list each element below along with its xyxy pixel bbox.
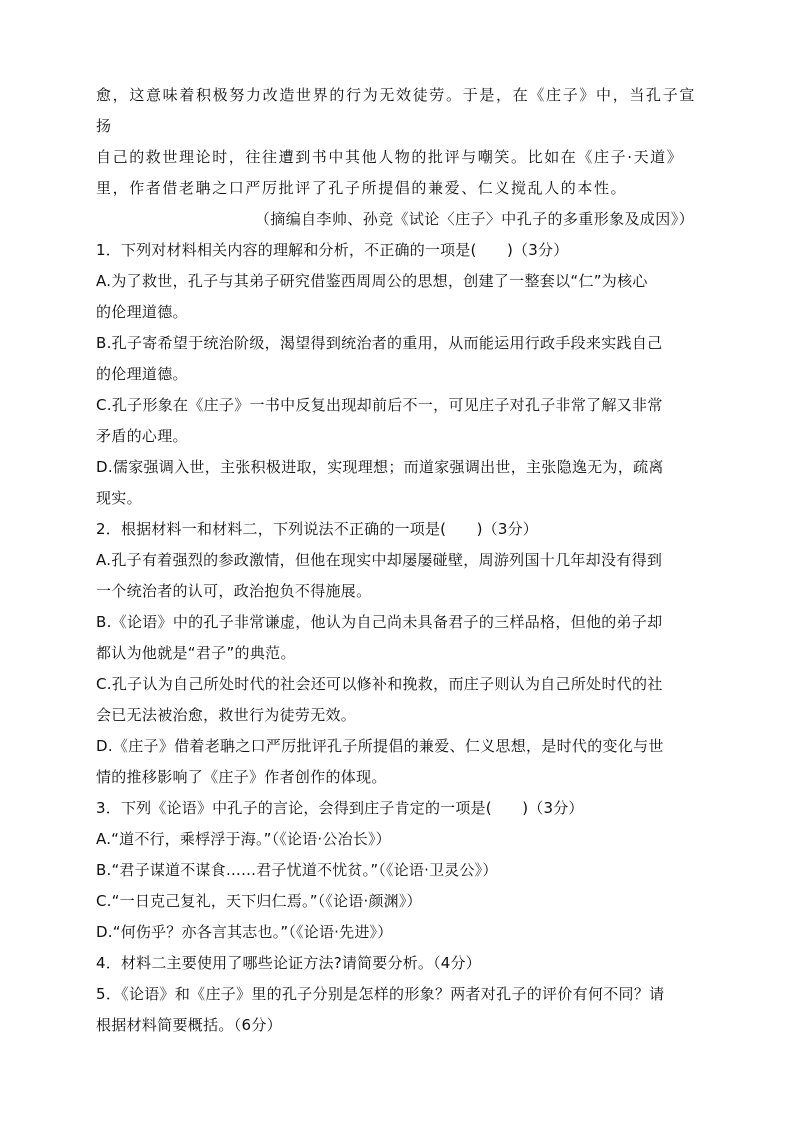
option-c: C.“一日克己复礼，天下归仁焉。”（《论语·颜渊》） xyxy=(96,892,422,910)
option-c xyxy=(96,390,696,452)
option-line: 的伦理道德。 xyxy=(96,365,188,383)
option-line: D.儒家强调入世，主张积极进取，实现理想；而道家强调出世，主张隐逸无为，疏离 xyxy=(96,458,664,476)
passage-line: 自己的救世理论时，往往遭到书中其他人物的批评与嘲笑。比如在《庄子·天道》 xyxy=(96,148,684,166)
question-stem: 5．《论语》和《庄子》里的孔子分别是怎样的形象？两者对孔子的评价有何不同？请 xyxy=(96,985,665,1003)
option-d xyxy=(96,452,696,514)
question-stem: 3．下列《论语》中孔子的言论，会得到庄子肯定的一项是( )（3分） xyxy=(96,799,584,817)
document-page xyxy=(96,80,696,1041)
question-5 xyxy=(96,979,696,1041)
option-line: 情的推移影响了《庄子》作者创作的体现。 xyxy=(96,768,387,786)
option-b xyxy=(96,607,696,669)
option-line: 会已无法被治愈，救世行为徒劳无效。 xyxy=(96,706,357,724)
option-line: B.《论语》中的孔子非常谦虚，他认为自己尚未具备君子的三样品格，但他的弟子却 xyxy=(96,613,663,631)
option-a xyxy=(96,545,696,607)
source-citation: （摘编自李帅、孙竞《试论〈庄子〉中孔子的多重形象及成因》） xyxy=(254,210,694,228)
option-line: C.孔子形象在《庄子》一书中反复出现却前后不一，可见庄子对孔子非常了解又非常 xyxy=(96,396,663,414)
option-d: D.“何伤乎？亦各言其志也。”（《论语·先进》） xyxy=(96,923,393,941)
option-line: 一个统治者的认可，政治抱负不得施展。 xyxy=(96,582,372,600)
question-2 xyxy=(96,514,696,793)
option-c xyxy=(96,669,696,731)
option-line: C.孔子认为自己所处时代的社会还可以修补和挽救，而庄子则认为自己所处时代的社 xyxy=(96,675,663,693)
question-3 xyxy=(96,793,696,948)
passage-line: 里，作者借老聃之口严厉批评了孔子所提倡的兼爱、仁义搅乱人的本性。 xyxy=(96,179,628,197)
option-b xyxy=(96,328,696,390)
option-b: B.“君子谋道不谋食……君子忧道不忧贫。”（《论语·卫灵公》） xyxy=(96,861,498,879)
option-line: A.为了救世，孔子与其弟子研究借鉴西周周公的思想，创建了一整套以“仁”为核心 xyxy=(96,272,648,290)
option-line: 的伦理道德。 xyxy=(96,303,188,321)
question-1 xyxy=(96,235,696,514)
option-a: A.“道不行，乘桴浮于海。”（《论语·公冶长》） xyxy=(96,830,391,848)
question-stem: 2．根据材料一和材料二，下列说法不正确的一项是( )（3分） xyxy=(96,520,538,538)
option-line: D.《庄子》借着老聃之口严厉批评孔子所提倡的兼爱、仁义思想，是时代的变化与世 xyxy=(96,737,664,755)
option-line: A.孔子有着强烈的参政激情，但他在现实中却屡屡碰壁，周游列国十几年却没有得到 xyxy=(96,551,663,569)
passage-line: 愈，这意味着积极努力改造世界的行为无效徒劳。于是，在《庄子》中，当孔子宣扬 xyxy=(96,86,696,135)
question-stem: 根据材料简要概括。（6分） xyxy=(96,1016,282,1034)
option-line: 现实。 xyxy=(96,489,142,507)
option-line: 都认为他就是“君子”的典范。 xyxy=(96,644,296,662)
option-d xyxy=(96,731,696,793)
option-line: 矛盾的心理。 xyxy=(96,427,188,445)
option-line: B.孔子寄希望于统治阶级，渴望得到统治者的重用，从而能运用行政手段来实践自己 xyxy=(96,334,663,352)
passage-excerpt xyxy=(96,80,696,204)
question-4 xyxy=(96,948,696,979)
option-a xyxy=(96,266,696,328)
question-stem: 1．下列对材料相关内容的理解和分析，不正确的一项是( )（3分） xyxy=(96,241,569,259)
question-stem: 4．材料二主要使用了哪些论证方法?请简要分析。（4分） xyxy=(96,954,481,972)
